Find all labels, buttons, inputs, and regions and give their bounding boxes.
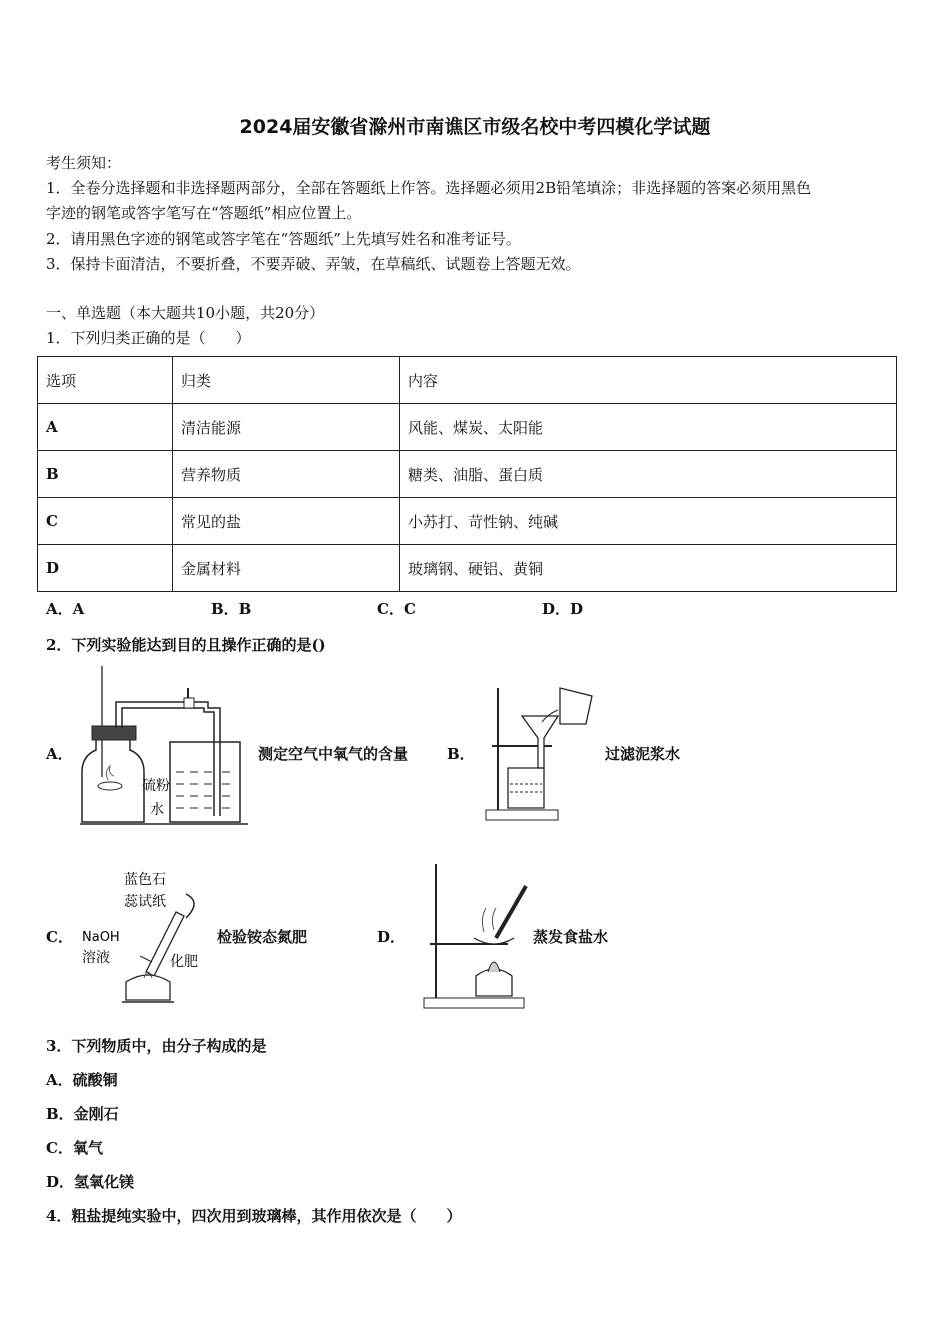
table-cell: 金属材料 xyxy=(173,545,400,592)
question-3-option: C．氧气 xyxy=(46,1139,103,1157)
notice-item: 2．请用黑色字迹的钢笔或答字笔在“答题纸”上先填写姓名和准考证号。 xyxy=(46,230,521,248)
question-3-option: B．金刚石 xyxy=(46,1105,119,1123)
question-4-stem: 4．粗盐提纯实验中，四次用到玻璃棒，其作用依次是（ ） xyxy=(46,1207,462,1225)
question-3-option: A．硫酸铜 xyxy=(46,1071,118,1089)
question-3-stem: 3．下列物质中，由分子构成的是 xyxy=(46,1037,267,1055)
table-cell: 小苏打、苛性钠、纯碱 xyxy=(400,498,897,545)
option-d-letter: D． xyxy=(377,928,406,946)
fig-label-sulfur: 硫粉 xyxy=(142,778,170,794)
table-row xyxy=(38,545,897,592)
table-header: 内容 xyxy=(400,357,897,404)
oxygen-measurement-apparatus xyxy=(72,662,258,830)
table-cell: C xyxy=(38,498,173,545)
table-cell: 糖类、油脂、蛋白质 xyxy=(400,451,897,498)
option-b-letter: B． xyxy=(447,745,475,763)
table-header: 归类 xyxy=(173,357,400,404)
page-title: 2024届安徽省滁州市南谯区市级名校中考四模化学试题 xyxy=(239,116,711,138)
notice-heading: 考生须知： xyxy=(46,154,122,172)
table-row xyxy=(38,404,897,451)
table-cell: B xyxy=(38,451,173,498)
table-cell: 营养物质 xyxy=(173,451,400,498)
option-d-text: 蒸发食盐水 xyxy=(533,928,609,946)
fig-label-litmus-1: 蓝色石 xyxy=(124,872,166,888)
table-cell: 清洁能源 xyxy=(173,404,400,451)
option-c: C．C xyxy=(377,600,416,618)
table-header: 选项 xyxy=(38,357,173,404)
ammonium-test-apparatus xyxy=(80,866,212,1014)
table-cell: 风能、煤炭、太阳能 xyxy=(400,404,897,451)
fig-label-fertilizer: 化肥 xyxy=(170,954,198,970)
fig-label-naoh: NaOH xyxy=(82,930,120,945)
notice-item: 字迹的钢笔或答字笔写在“答题纸”相应位置上。 xyxy=(46,204,362,222)
table-row xyxy=(38,498,897,545)
table-cell: 常见的盐 xyxy=(173,498,400,545)
table-row xyxy=(38,451,897,498)
filtration-apparatus xyxy=(482,680,602,828)
option-a: A．A xyxy=(46,600,85,618)
section-heading: 一、单选题（本大题共10小题，共20分） xyxy=(46,304,325,322)
notice-item: 3．保持卡面清洁，不要折叠，不要弄破、弄皱，在草稿纸、试题卷上答题无效。 xyxy=(46,255,581,273)
option-b: B．B xyxy=(211,600,252,618)
option-a-text: 测定空气中氧气的含量 xyxy=(258,745,409,763)
table-cell: 玻璃钢、硬铝、黄铜 xyxy=(400,545,897,592)
option-c-text: 检验铵态氮肥 xyxy=(217,928,308,946)
question-1-table xyxy=(37,356,897,592)
question-3-option: D．氢氧化镁 xyxy=(46,1173,135,1191)
fig-label-water: 水 xyxy=(150,802,164,818)
table-cell: D xyxy=(38,545,173,592)
notice-item: 1．全卷分选择题和非选择题两部分，全部在答题纸上作答。选择题必须用2B铅笔填涂；非选择题的答案必须用黑色 xyxy=(46,179,812,197)
option-b-text: 过滤泥浆水 xyxy=(605,745,681,763)
fig-label-litmus-2: 蕊试纸 xyxy=(124,894,166,910)
question-2-stem: 2．下列实验能达到目的且操作正确的是() xyxy=(46,636,326,654)
evaporation-apparatus xyxy=(416,860,532,1012)
option-a-letter: A． xyxy=(46,745,73,763)
table-cell: A xyxy=(38,404,173,451)
question-1-stem: 1．下列归类正确的是（ ） xyxy=(46,329,251,347)
option-d: D．D xyxy=(542,600,584,618)
fig-label-solution: 溶液 xyxy=(82,950,110,966)
table-header-row xyxy=(38,357,897,404)
option-c-letter: C． xyxy=(46,928,73,946)
